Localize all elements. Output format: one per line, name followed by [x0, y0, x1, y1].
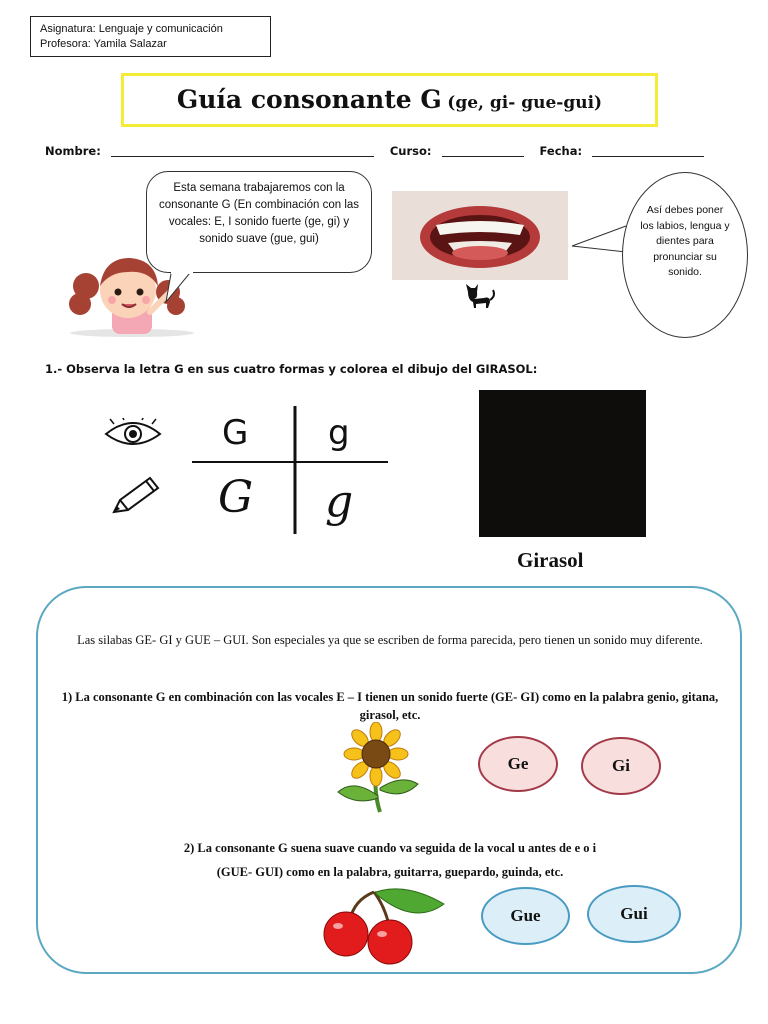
teacher-label: Profesora: Yamila Salazar — [40, 38, 167, 50]
print-lowercase-g: g — [328, 413, 350, 453]
syllable-gi-circle — [581, 737, 661, 795]
bubble-tail-cover — [171, 270, 193, 274]
course-label: Curso: — [389, 144, 432, 158]
header-info-box — [30, 16, 271, 57]
name-label: Nombre: — [45, 144, 101, 158]
print-uppercase-g: G — [222, 413, 249, 453]
name-field[interactable] — [111, 144, 374, 157]
rule-soft-line1: 2) La consonante G suena suave cuando va seguida de la vocal u antes de e o i — [183, 841, 597, 855]
cherries-illustration — [314, 886, 450, 966]
rule-soft-line2: (GUE- GUI) como en la palabra, guitarra, guepardo, guinda, etc. — [216, 865, 564, 879]
sunflower-coloring-image — [479, 390, 646, 537]
student-info-row — [45, 144, 725, 158]
title-box — [121, 73, 658, 127]
cursive-lowercase-g: g — [325, 476, 354, 527]
syllable-gi: Gi — [612, 756, 630, 775]
syllable-ge: Ge — [507, 754, 529, 773]
pencil-icon — [108, 474, 162, 518]
eye-icon — [104, 418, 162, 450]
exercise1-instruction: 1.- Observa la letra G en sus cuatro formas y colorea el dibujo del GIRASOL: — [45, 362, 538, 376]
page-subtitle: (ge, gi- gue-gui) — [447, 93, 603, 113]
rule-soft-sound — [60, 836, 720, 884]
date-label: Fecha: — [539, 144, 583, 158]
sunflower-label: Girasol — [517, 548, 584, 572]
intro-speech-bubble: Esta semana trabajaremos con la consonante G (En combinación con las vocales: E, I sonido fuerte (ge, gi) y sonido suave (gue, gui) — [146, 171, 372, 273]
cat-icon — [462, 282, 496, 310]
syllable-ge-circle — [478, 736, 558, 792]
syllable-gui: Gui — [620, 904, 648, 923]
course-field[interactable] — [442, 144, 524, 157]
syllable-gui-circle — [587, 885, 681, 943]
subject-label: Asignatura: Lenguaje y comunicación — [40, 23, 223, 35]
pronunciation-bubble: Así debes poner los labios, lengua y dientes para pronunciar su sonido. — [622, 172, 748, 338]
info-intro: Las silabas GE- GI y GUE – GUI. Son especiales ya que se escriben de forma parecida, pero tienen un sonido muy diferente. — [77, 633, 703, 647]
rule-strong-sound: 1) La consonante G en combinación con las vocales E – I tienen un sonido fuerte (GE- GI) como en la palabra genio, gitana, girasol, etc. — [61, 690, 719, 722]
oval-bubble-tail — [570, 222, 630, 262]
syllable-gue-circle — [481, 887, 570, 945]
page-title: Guía consonante G — [176, 85, 442, 114]
mouth-photo — [392, 191, 568, 280]
syllable-gue: Gue — [510, 906, 541, 925]
date-field[interactable] — [592, 144, 704, 157]
sunflower-illustration — [330, 722, 422, 814]
cursive-uppercase-g: G — [218, 472, 254, 523]
